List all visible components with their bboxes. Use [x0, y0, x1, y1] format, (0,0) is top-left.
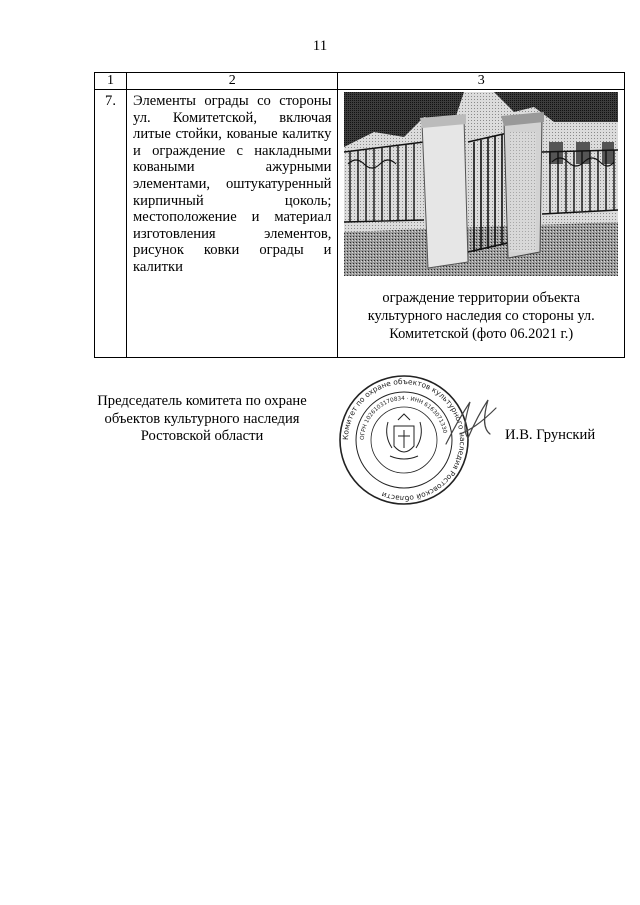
page-number: 11: [312, 38, 328, 54]
handwritten-signature: [440, 394, 500, 454]
photo-cell: [338, 90, 625, 358]
row-number: 7.: [95, 90, 127, 358]
header-cell-1: 1: [95, 73, 127, 90]
header-cell-2: 2: [127, 73, 338, 90]
photo-caption: ограждение территории объекта культурного наследия со стороны ул. Комитетской (фото 06.2021 г.): [367, 290, 595, 342]
element-description: Элементы ограды со стороны ул. Комитетской, включая литые стойки, кованые калитку и ограждение с накладными коваными ажурными элементами, оштукатуренный кирпичный цоколь; местоположение и материал изготовления элементов, рисунок ковки ограды и калитки: [133, 93, 332, 275]
fence-photo: [344, 92, 618, 276]
seal-outer-text: Комитет по охране объектов культурного наследия Ростовской области: [340, 376, 468, 504]
coat-of-arms-icon: [387, 414, 422, 459]
heritage-elements-table: [94, 72, 625, 358]
table-header-row: [95, 73, 625, 90]
signatory-position: Председатель комитета по охране объектов культурного наследия Ростовской области: [97, 393, 307, 444]
seal-inner-text: ОГРН 1026103170834 · ИНН 6163071330: [359, 395, 448, 441]
signatory-name: И.В. Грунский: [505, 427, 596, 443]
description-cell: [127, 90, 338, 358]
header-cell-3: 3: [338, 73, 625, 90]
table-row: [95, 90, 625, 358]
fence-photo-drawing: [344, 92, 618, 276]
